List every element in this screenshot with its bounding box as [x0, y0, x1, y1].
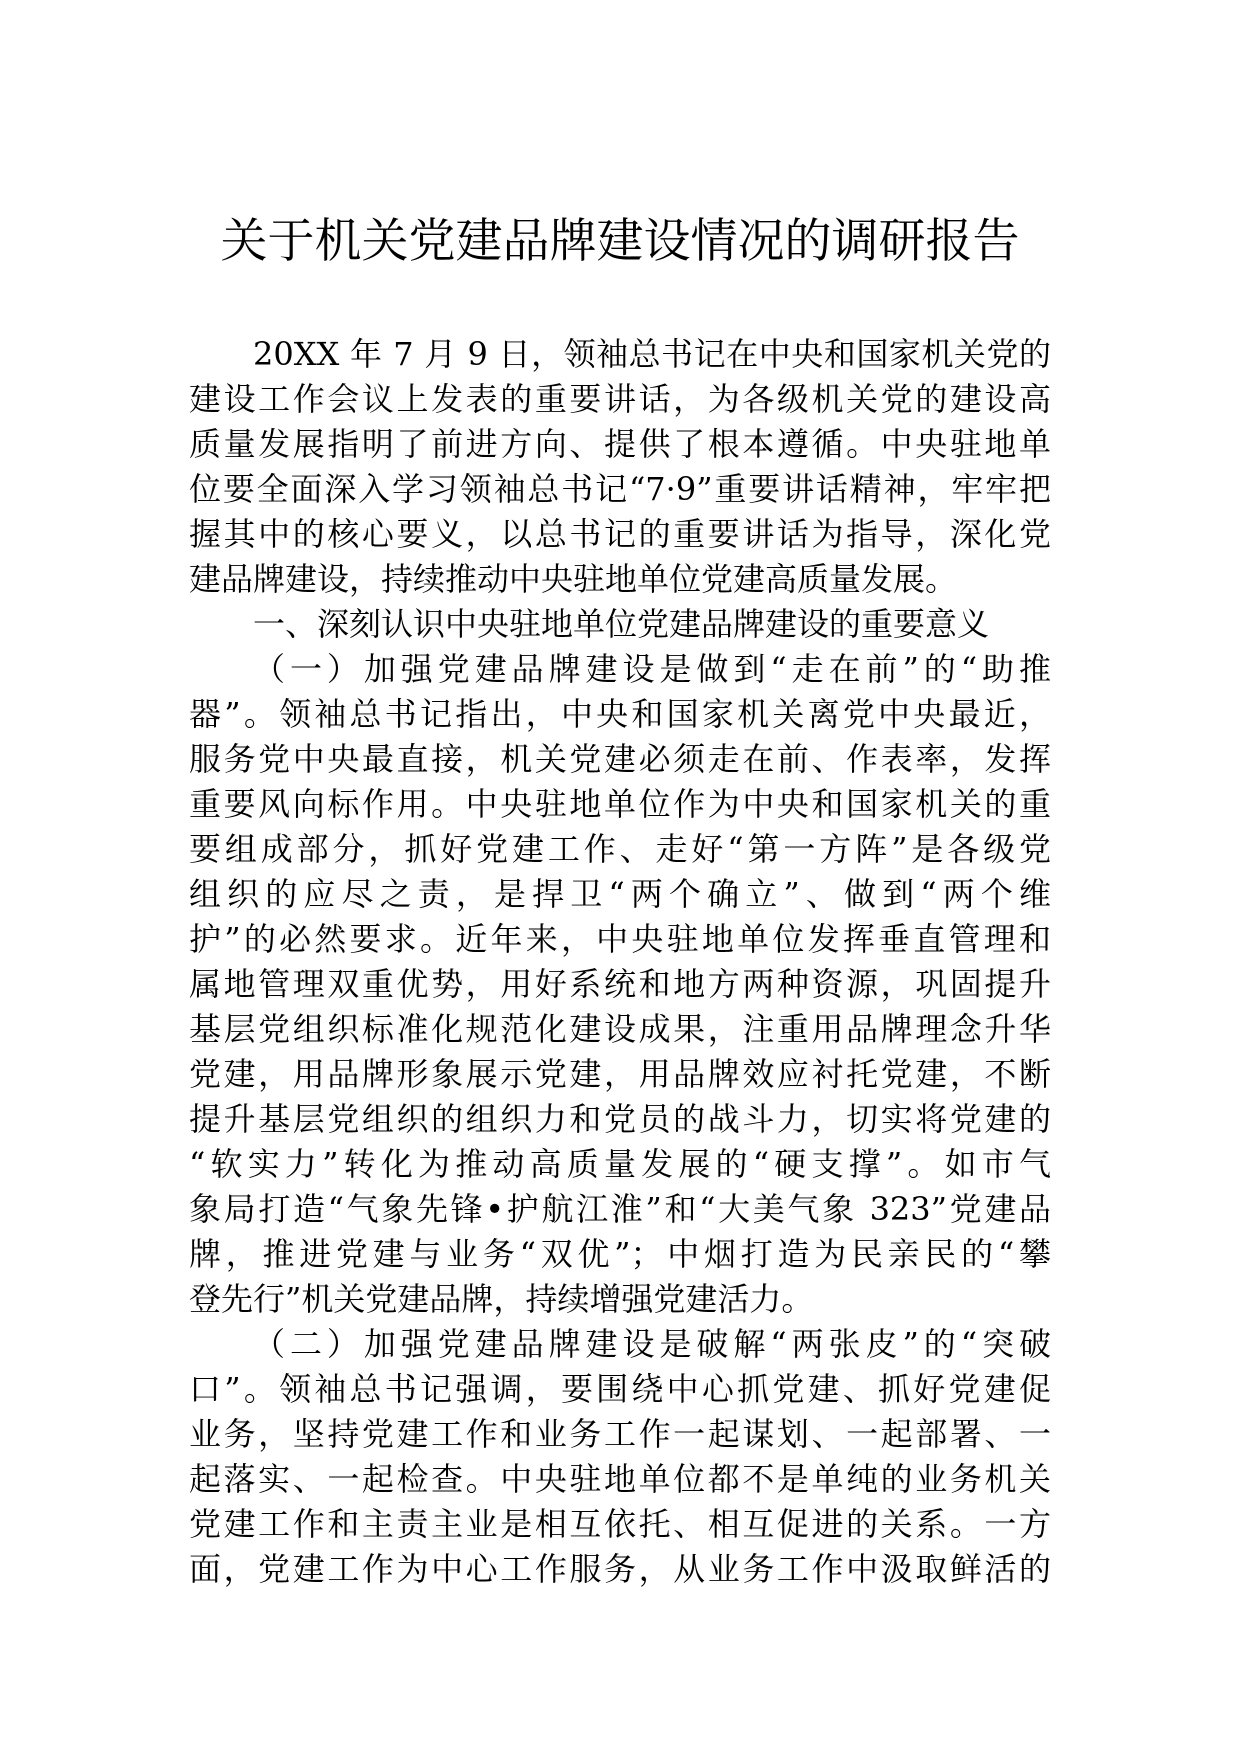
body-line: 牌，推进党建与业务“双优”；中烟打造为民亲民的“攀 [189, 1235, 1051, 1273]
body-line: （二）加强党建品牌建设是破解“两张皮”的“突破 [253, 1325, 1051, 1363]
body-line: 面，党建工作为中心工作服务，从业务工作中汲取鲜活的 [189, 1550, 1051, 1588]
body-line: 党建，用品牌形象展示党建，用品牌效应衬托党建，不断 [189, 1055, 1051, 1093]
document-body [189, 332, 1051, 1592]
body-line: 要组成部分，抓好党建工作、走好“第一方阵”是各级党 [189, 830, 1051, 868]
body-line: 器”。领袖总书记指出，中央和国家机关离党中央最近， [189, 695, 1051, 733]
body-line: “软实力”转化为推动高质量发展的“硬支撑”。如市气 [189, 1145, 1051, 1183]
document-title: 关于机关党建品牌建设情况的调研报告 [220, 214, 1020, 269]
body-line: 位要全面深入学习领袖总书记“7·9”重要讲话精神，牢牢把 [189, 470, 1051, 508]
body-line: 护”的必然要求。近年来，中央驻地单位发挥垂直管理和 [189, 920, 1051, 958]
body-line: 业务，坚持党建工作和业务工作一起谋划、一起部署、一 [189, 1415, 1051, 1453]
body-line: （一）加强党建品牌建设是做到“走在前”的“助推 [253, 650, 1051, 688]
body-line: 口”。领袖总书记强调，要围绕中心抓党建、抓好党建促 [189, 1370, 1051, 1408]
body-line: 建品牌建设，持续推动中央驻地单位党建高质量发展。 [189, 560, 958, 598]
body-line: 组织的应尽之责，是捍卫“两个确立”、做到“两个维 [189, 875, 1051, 913]
body-line: 登先行”机关党建品牌，持续增强党建活力。 [189, 1280, 814, 1318]
body-line: 起落实、一起检查。中央驻地单位都不是单纯的业务机关 [189, 1460, 1051, 1498]
body-line: 一、深刻认识中央驻地单位党建品牌建设的重要意义 [253, 605, 990, 643]
body-line: 党建工作和主责主业是相互依托、相互促进的关系。一方 [189, 1505, 1051, 1543]
body-line: 提升基层党组织的组织力和党员的战斗力，切实将党建的 [189, 1100, 1051, 1138]
body-line: 服务党中央最直接，机关党建必须走在前、作表率，发挥 [189, 740, 1051, 778]
body-line: 质量发展指明了前进方向、提供了根本遵循。中央驻地单 [189, 425, 1051, 463]
body-line: 象局打造“气象先锋•护航江淮”和“大美气象 323”党建品 [189, 1190, 1051, 1228]
body-line: 属地管理双重优势，用好系统和地方两种资源，巩固提升 [189, 965, 1051, 1003]
body-line: 20XX 年 7 月 9 日，领袖总书记在中央和国家机关党的 [253, 335, 1051, 373]
body-line: 基层党组织标准化规范化建设成果，注重用品牌理念升华 [189, 1010, 1051, 1048]
body-line: 建设工作会议上发表的重要讲话，为各级机关党的建设高 [189, 380, 1051, 418]
body-line: 重要风向标作用。中央驻地单位作为中央和国家机关的重 [189, 785, 1051, 823]
body-line: 握其中的核心要义，以总书记的重要讲话为指导，深化党 [189, 515, 1051, 553]
